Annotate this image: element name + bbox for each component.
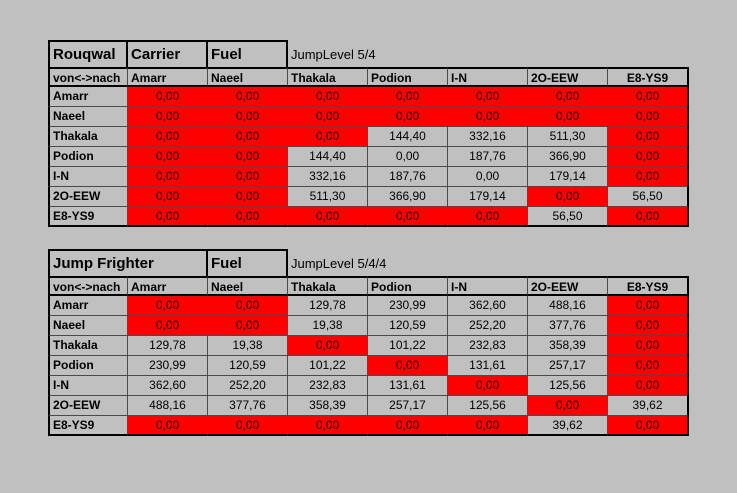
fuel-cell[interactable]: 332,16 [288, 167, 368, 187]
fuel-cell[interactable]: 0,00 [608, 416, 689, 436]
table-row [48, 296, 689, 316]
table-body [48, 296, 689, 436]
fuel-cell[interactable]: 232,83 [288, 376, 368, 396]
fuel-cell[interactable]: 144,40 [368, 127, 448, 147]
fuel-cell[interactable]: 362,60 [448, 296, 528, 316]
fuel-cell[interactable]: 179,14 [528, 167, 608, 187]
fuel-cell[interactable]: 56,50 [608, 187, 689, 207]
fuel-cell[interactable]: 0,00 [208, 207, 288, 227]
fuel-cell[interactable]: 0,00 [528, 107, 608, 127]
title-fuel[interactable]: Fuel [208, 40, 288, 67]
fuel-cell[interactable]: 0,00 [208, 87, 288, 107]
fuel-cell[interactable]: 125,56 [448, 396, 528, 416]
fuel-cell[interactable]: 101,22 [288, 356, 368, 376]
fuel-cell[interactable]: 0,00 [208, 187, 288, 207]
fuel-cell[interactable]: 0,00 [608, 127, 689, 147]
fuel-cell[interactable]: 0,00 [288, 87, 368, 107]
fuel-cell[interactable]: 0,00 [448, 167, 528, 187]
fuel-cell[interactable]: 0,00 [288, 207, 368, 227]
fuel-cell[interactable]: 0,00 [608, 147, 689, 167]
fuel-cell[interactable]: 0,00 [448, 416, 528, 436]
fuel-cell[interactable]: 0,00 [208, 316, 288, 336]
fuel-cell[interactable]: 0,00 [528, 87, 608, 107]
fuel-cell[interactable]: 39,62 [608, 396, 689, 416]
table-row [48, 147, 689, 167]
header-row [48, 276, 689, 296]
fuel-cell[interactable]: 366,90 [368, 187, 448, 207]
row-label[interactable]: Podion [48, 147, 128, 167]
fuel-cell[interactable]: 187,76 [448, 147, 528, 167]
row-label[interactable]: Amarr [48, 296, 128, 316]
table-row [48, 207, 689, 227]
fuel-cell[interactable]: 232,83 [448, 336, 528, 356]
title-fuel[interactable]: Fuel [208, 249, 288, 276]
fuel-cell[interactable]: 0,00 [288, 127, 368, 147]
fuel-cell[interactable]: 0,00 [608, 207, 689, 227]
fuel-cell[interactable]: 0,00 [288, 336, 368, 356]
fuel-cell[interactable]: 39,62 [528, 416, 608, 436]
fuel-cell[interactable]: 0,00 [288, 107, 368, 127]
fuel-cell[interactable]: 0,00 [368, 107, 448, 127]
fuel-cell[interactable]: 511,30 [288, 187, 368, 207]
row-label[interactable]: I-N [48, 376, 128, 396]
header-cell[interactable]: Amarr [128, 67, 208, 87]
fuel-cell[interactable]: 0,00 [128, 87, 208, 107]
header-cell[interactable]: Naeel [208, 67, 288, 87]
table-row [48, 376, 689, 396]
fuel-cell[interactable]: 129,78 [128, 336, 208, 356]
fuel-cell[interactable]: 0,00 [448, 107, 528, 127]
row-label[interactable]: I-N [48, 167, 128, 187]
table-row [48, 316, 689, 336]
fuel-cell[interactable]: 0,00 [208, 296, 288, 316]
title-row [48, 40, 689, 67]
header-cell[interactable]: von<->nach [48, 67, 128, 87]
fuel-cell[interactable]: 120,59 [368, 316, 448, 336]
fuel-cell[interactable]: 0,00 [368, 87, 448, 107]
fuel-cell[interactable]: 0,00 [128, 107, 208, 127]
row-label[interactable]: Podion [48, 356, 128, 376]
fuel-cell[interactable]: 0,00 [368, 147, 448, 167]
fuel-cell[interactable]: 0,00 [208, 147, 288, 167]
fuel-cell[interactable]: 0,00 [608, 167, 689, 187]
header-cell[interactable]: Amarr [128, 276, 208, 296]
fuel-cell[interactable]: 19,38 [288, 316, 368, 336]
fuel-cell[interactable]: 0,00 [528, 187, 608, 207]
fuel-cell[interactable]: 257,17 [528, 356, 608, 376]
fuel-cell[interactable]: 0,00 [128, 127, 208, 147]
fuel-cell[interactable]: 0,00 [528, 396, 608, 416]
jump-freighter-fuel-table [48, 249, 689, 436]
fuel-cell[interactable]: 362,60 [128, 376, 208, 396]
fuel-cell[interactable]: 56,50 [528, 207, 608, 227]
fuel-cell[interactable]: 0,00 [368, 356, 448, 376]
row-label[interactable]: Thakala [48, 336, 128, 356]
fuel-cell[interactable]: 0,00 [128, 316, 208, 336]
row-label[interactable]: Naeel [48, 107, 128, 127]
fuel-cell[interactable]: 488,16 [128, 396, 208, 416]
fuel-cell[interactable]: 101,22 [368, 336, 448, 356]
fuel-cell[interactable]: 0,00 [608, 107, 689, 127]
title-rouqwal[interactable]: Rouqwal [48, 40, 128, 67]
fuel-cell[interactable]: 120,59 [208, 356, 288, 376]
fuel-cell[interactable]: 0,00 [368, 207, 448, 227]
table-row [48, 167, 689, 187]
fuel-cell[interactable]: 0,00 [608, 376, 689, 396]
header-cell[interactable]: Naeel [208, 276, 288, 296]
fuel-cell[interactable]: 358,39 [528, 336, 608, 356]
header-cell[interactable]: Podion [368, 276, 448, 296]
fuel-cell[interactable]: 0,00 [608, 316, 689, 336]
fuel-cell[interactable]: 187,76 [368, 167, 448, 187]
fuel-cell[interactable]: 19,38 [208, 336, 288, 356]
row-label[interactable]: E8-YS9 [48, 207, 128, 227]
fuel-cell[interactable]: 0,00 [128, 167, 208, 187]
table-row [48, 187, 689, 207]
jumplevel-label[interactable]: JumpLevel 5/4/4 [291, 256, 387, 271]
fuel-cell[interactable]: 0,00 [128, 187, 208, 207]
fuel-cell[interactable]: 252,20 [208, 376, 288, 396]
fuel-cell[interactable]: 252,20 [448, 316, 528, 336]
fuel-cell[interactable]: 0,00 [128, 416, 208, 436]
fuel-cell[interactable]: 179,14 [448, 187, 528, 207]
table-row [48, 356, 689, 376]
fuel-cell[interactable]: 0,00 [608, 356, 689, 376]
fuel-cell[interactable]: 0,00 [608, 336, 689, 356]
fuel-cell[interactable]: 131,61 [448, 356, 528, 376]
fuel-cell[interactable]: 0,00 [288, 416, 368, 436]
table-row [48, 396, 689, 416]
fuel-cell[interactable]: 366,90 [528, 147, 608, 167]
fuel-cell[interactable]: 0,00 [208, 127, 288, 147]
fuel-cell[interactable]: 377,76 [208, 396, 288, 416]
table-row [48, 87, 689, 107]
title-jump-frighter[interactable]: Jump Frighter [48, 249, 208, 276]
fuel-cell[interactable]: 0,00 [208, 416, 288, 436]
fuel-cell[interactable]: 511,30 [528, 127, 608, 147]
row-label[interactable]: 2O-EEW [48, 187, 128, 207]
table-row [48, 416, 689, 436]
fuel-cell[interactable]: 332,16 [448, 127, 528, 147]
header-cell[interactable]: I-N [448, 67, 528, 87]
row-label[interactable]: E8-YS9 [48, 416, 128, 436]
fuel-cell[interactable]: 144,40 [288, 147, 368, 167]
fuel-cell[interactable]: 488,16 [528, 296, 608, 316]
fuel-cell[interactable]: 0,00 [208, 167, 288, 187]
fuel-cell[interactable]: 0,00 [448, 376, 528, 396]
fuel-cell[interactable]: 0,00 [128, 207, 208, 227]
fuel-cell[interactable]: 129,78 [288, 296, 368, 316]
fuel-cell[interactable]: 0,00 [608, 296, 689, 316]
fuel-cell[interactable]: 257,17 [368, 396, 448, 416]
table-row [48, 107, 689, 127]
fuel-cell[interactable]: 0,00 [128, 147, 208, 167]
fuel-cell[interactable]: 230,99 [368, 296, 448, 316]
fuel-cell[interactable]: 0,00 [128, 296, 208, 316]
header-row [48, 67, 689, 87]
fuel-cell[interactable]: 131,61 [368, 376, 448, 396]
fuel-cell[interactable]: 0,00 [448, 207, 528, 227]
fuel-cell[interactable]: 0,00 [208, 107, 288, 127]
jumplevel-label[interactable]: JumpLevel 5/4 [291, 47, 376, 62]
fuel-cell[interactable]: 0,00 [608, 87, 689, 107]
table-body [48, 87, 689, 227]
title-carrier[interactable]: Carrier [128, 40, 208, 67]
fuel-cell[interactable]: 230,99 [128, 356, 208, 376]
title-row [48, 249, 689, 276]
row-label[interactable]: Naeel [48, 316, 128, 336]
table-row [48, 127, 689, 147]
row-label[interactable]: Amarr [48, 87, 128, 107]
row-label[interactable]: 2O-EEW [48, 396, 128, 416]
header-cell[interactable]: Podion [368, 67, 448, 87]
row-label[interactable]: Thakala [48, 127, 128, 147]
header-cell[interactable]: E8-YS9 [608, 276, 689, 296]
fuel-cell[interactable]: 377,76 [528, 316, 608, 336]
fuel-cell[interactable]: 125,56 [528, 376, 608, 396]
header-cell[interactable]: 2O-EEW [528, 67, 608, 87]
carrier-fuel-table [48, 40, 689, 227]
table-row [48, 336, 689, 356]
header-cell[interactable]: I-N [448, 276, 528, 296]
header-cell[interactable]: E8-YS9 [608, 67, 689, 87]
fuel-cell[interactable]: 0,00 [368, 416, 448, 436]
header-cell[interactable]: von<->nach [48, 276, 128, 296]
header-cell[interactable]: 2O-EEW [528, 276, 608, 296]
fuel-cell[interactable]: 0,00 [448, 87, 528, 107]
header-cell[interactable]: Thakala [288, 67, 368, 87]
header-cell[interactable]: Thakala [288, 276, 368, 296]
fuel-cell[interactable]: 358,39 [288, 396, 368, 416]
